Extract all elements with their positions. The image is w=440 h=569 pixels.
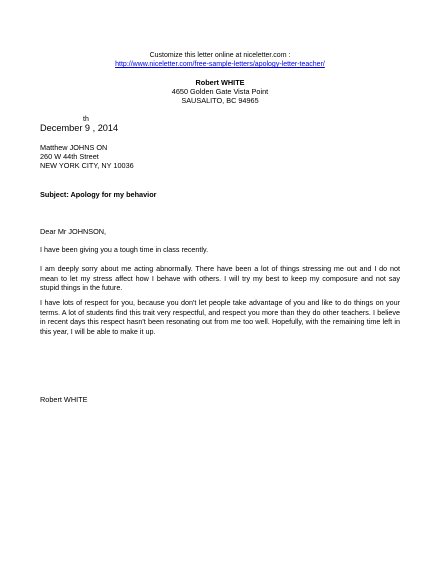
paragraph-1-line: I have been giving you a tough time in class recently. bbox=[40, 245, 209, 254]
letter-date: December 9 , 2014 bbox=[40, 123, 119, 133]
paragraph-2-line-3: stupid things in the future. bbox=[40, 283, 123, 293]
sender-address-line1: 4650 Golden Gate Vista Point bbox=[171, 87, 269, 96]
paragraph-1 bbox=[40, 245, 400, 255]
sender-name: Robert WHITE bbox=[195, 78, 245, 87]
paragraph-3-line-4: this year, I will be able to make it up. bbox=[40, 326, 156, 336]
signature-name: Robert WHITE bbox=[40, 395, 88, 404]
letter-url-link[interactable]: http://www.niceletter.com/free-sample-letters/apology-letter-teacher/ bbox=[115, 61, 325, 68]
recipient-name: Matthew JOHNS ON bbox=[40, 143, 108, 152]
paragraph-3 bbox=[40, 298, 400, 336]
paragraph-2-line-1: I am deeply sorry about me acting abnormally. There have been a lot of things stressing me out and I do not bbox=[40, 264, 400, 273]
paragraph-3-line-2: terms. A lot of students find this trait very respectful, and respect you more than they do other teachers. I believe bbox=[40, 307, 400, 317]
customize-notice: Customize this letter online at niceletter.com : bbox=[149, 52, 291, 59]
paragraph-3-line-1: I have lots of respect for you, because you don't let people take advantage of you and like to do things on your bbox=[40, 298, 400, 307]
letter-subject: Subject: Apology for my behavior bbox=[40, 190, 157, 199]
recipient-city: NEW YORK CITY, NY 10036 bbox=[40, 161, 134, 170]
salutation: Dear Mr JOHNSON, bbox=[40, 227, 107, 236]
sender-address-line2: SAUSALITO, BC 94965 bbox=[181, 96, 259, 105]
letter-url-line bbox=[0, 60, 440, 69]
paragraph-2 bbox=[40, 264, 400, 293]
paragraph-3-line-3: in recent days this respect hasn't been resonating out from me too well. Hopefully, with the remaining time left in bbox=[40, 317, 400, 327]
date-superscript: th bbox=[83, 116, 89, 123]
recipient-street: 260 W 44th Street bbox=[40, 152, 99, 161]
paragraph-2-line-2: mean to let my stress affect how I behave with others. I will try my best to keep my composure and not say bbox=[40, 273, 400, 283]
